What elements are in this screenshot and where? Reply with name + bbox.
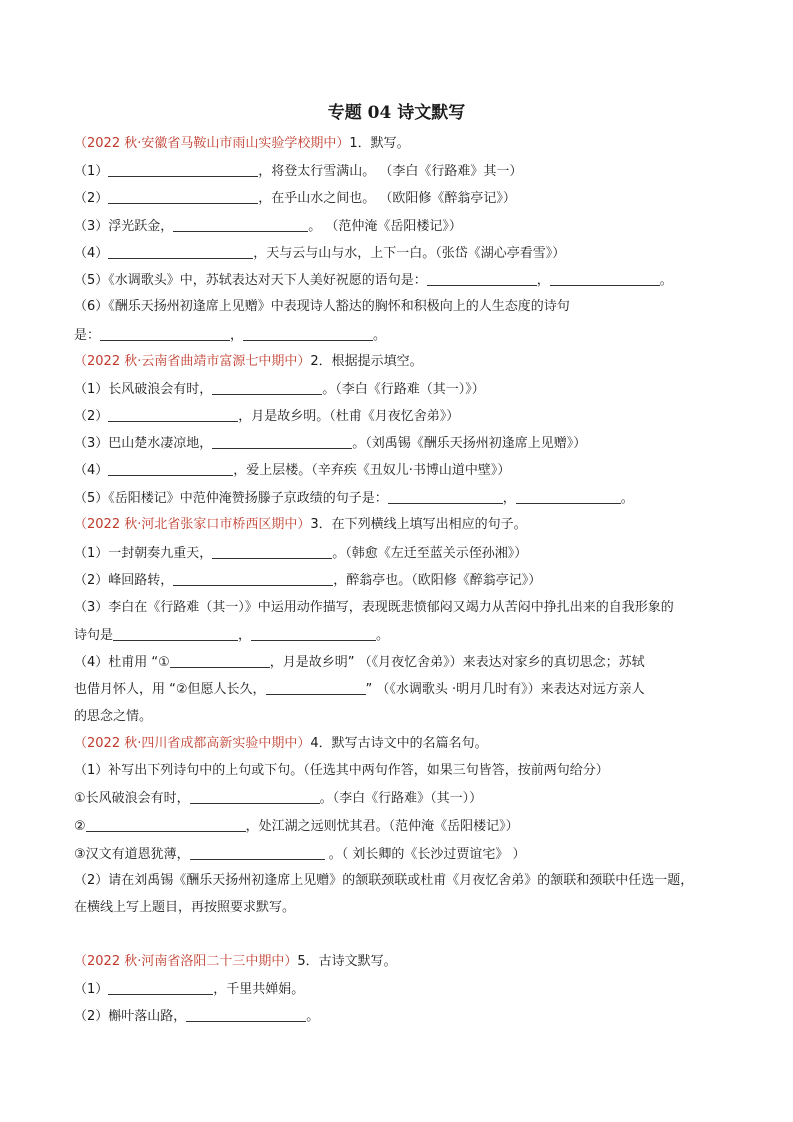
- q3-item-3-cont: [74, 627, 734, 644]
- answer-blank[interactable]: [550, 272, 660, 286]
- text-segment: 。（李白《行路难（其一）》）: [322, 382, 485, 397]
- answer-blank[interactable]: [243, 327, 373, 341]
- source-label: （2022 秋·云南省曲靖市富源七中期中）: [74, 354, 311, 369]
- text-segment: 。: [659, 273, 673, 288]
- q1-item-5: [74, 272, 734, 289]
- q2-item-5: [74, 490, 734, 507]
- answer-blank[interactable]: [212, 545, 332, 559]
- text-segment: （2）请在刘禹锡《酬乐天扬州初逢席上见赠》的颔联颈联或杜甫《月夜忆舍弟》的颔联和颈联中任选一题，: [74, 873, 694, 888]
- source-label: （2022 秋·河南省洛阳二十三中期中）: [74, 954, 298, 969]
- q1-item-1: [74, 163, 734, 180]
- text-segment: ，: [502, 491, 516, 506]
- text-segment: ，月是故乡明。（杜甫《月夜忆舍弟》）: [238, 409, 460, 424]
- q2-item-1: [74, 381, 734, 398]
- answer-blank[interactable]: [186, 1008, 306, 1022]
- answer-blank[interactable]: [173, 572, 333, 586]
- q1-item-4: [74, 245, 734, 262]
- text-segment: ，在乎山水之间也。 （欧阳修《醉翁亭记》）: [258, 191, 516, 206]
- text-segment: 诗句是: [74, 628, 114, 643]
- q1-item-2: [74, 190, 734, 207]
- text-segment: 是：: [74, 328, 101, 343]
- text-segment: 的思念之情。: [74, 709, 153, 724]
- source-label: （2022 秋·安徽省马鞍山市雨山实验学校期中）: [74, 136, 350, 151]
- answer-blank[interactable]: [108, 462, 233, 476]
- text-segment: （5）《岳阳楼记》中范仲淹赞扬滕子京政绩的句子是：: [74, 491, 388, 506]
- question-5-header: [74, 954, 734, 970]
- q3-item-2: [74, 572, 734, 589]
- answer-blank[interactable]: [108, 408, 238, 422]
- text-segment: 。（李白《行路难》（其一））: [319, 791, 483, 806]
- text-segment: ①长风破浪会有时，: [74, 791, 190, 806]
- text-segment: ③汉文有道恩犹薄，: [74, 847, 190, 862]
- question-2-header: [74, 354, 734, 370]
- q4-item-4-cont: [74, 900, 734, 916]
- text-segment: ，爱上层楼。（辛弃疾《丑奴儿·书博山道中壁》）: [233, 463, 511, 478]
- text-segment: （2）槲叶落山路，: [74, 1009, 187, 1024]
- question-3-header: [74, 517, 734, 533]
- text-segment: ，: [536, 273, 550, 288]
- q4-item-1: [74, 790, 734, 807]
- text-segment: 。（韩愈《左迁至蓝关示侄孙湘》）: [332, 546, 528, 561]
- text-segment: （4）杜甫用 “①: [74, 655, 170, 670]
- q3-item-4-end: [74, 709, 734, 725]
- answer-blank[interactable]: [108, 190, 258, 204]
- text-segment: （6）《酬乐天扬州初逢席上见赠》中表现诗人豁达的胸怀和积极向上的人生态度的诗句: [74, 299, 570, 314]
- text-segment: ，将登太行雪满山。 （李白《行路难》其一）: [258, 164, 523, 179]
- text-segment: 3．在下列横线上填写出相应的句子。: [310, 517, 527, 532]
- text-segment: （4）: [74, 463, 109, 478]
- text-segment: 。 （范仲淹《岳阳楼记》）: [308, 219, 462, 234]
- question-4-header: [74, 736, 734, 752]
- source-label: （2022 秋·河北省张家口市桥西区期中）: [74, 517, 311, 532]
- text-segment: （1）长风破浪会有时，: [74, 382, 213, 397]
- text-segment: 1．默写。: [349, 136, 410, 151]
- text-segment: （1）一封朝奏九重天，: [74, 546, 213, 561]
- q4-item-2: [74, 818, 734, 835]
- answer-blank[interactable]: [388, 490, 503, 504]
- answer-blank[interactable]: [516, 490, 621, 504]
- text-segment: ，醉翁亭也。（欧阳修《醉翁亭记》）: [333, 573, 542, 588]
- answer-blank[interactable]: [190, 846, 325, 860]
- q5-item-1: [74, 981, 734, 998]
- text-segment: 。（刘禹锡《酬乐天扬州初逢席上见赠》）: [352, 436, 587, 451]
- text-segment: ，: [230, 328, 244, 343]
- answer-blank[interactable]: [108, 981, 213, 995]
- answer-blank[interactable]: [190, 790, 320, 804]
- text-segment: 。: [306, 1009, 320, 1024]
- text-segment: ，处江湖之远则忧其君。（范仲淹《岳阳楼记》）: [245, 819, 519, 834]
- page-title: 专题 04 诗文默写: [327, 103, 466, 123]
- text-segment: （2）: [74, 191, 109, 206]
- text-segment: （2）: [74, 409, 109, 424]
- text-segment: （3）浮光跃金，: [74, 219, 174, 234]
- answer-blank[interactable]: [100, 327, 230, 341]
- text-segment: ” （《水调歌头 ·明月几时有》）来表达对远方亲人: [365, 682, 645, 697]
- text-segment: 也借月怀人，用 “②但愿人长久，: [74, 682, 266, 697]
- answer-blank[interactable]: [108, 163, 258, 177]
- answer-blank[interactable]: [173, 218, 308, 232]
- q4-item-3: [74, 846, 734, 863]
- answer-blank[interactable]: [170, 654, 270, 668]
- text-segment: （3）巴山楚水凄凉地，: [74, 436, 213, 451]
- answer-blank[interactable]: [113, 627, 238, 641]
- text-segment: 5．古诗文默写。: [297, 954, 397, 969]
- text-segment: 。: [620, 491, 634, 506]
- answer-blank[interactable]: [108, 245, 253, 259]
- q3-item-4: [74, 654, 734, 671]
- q1-item-6-cont: [74, 327, 734, 344]
- q2-item-2: [74, 408, 734, 425]
- text-segment: 。: [373, 328, 387, 343]
- text-segment: ，: [238, 628, 252, 643]
- answer-blank[interactable]: [251, 627, 376, 641]
- answer-blank[interactable]: [212, 381, 322, 395]
- text-segment: （1）: [74, 164, 109, 179]
- q3-item-4-cont: [74, 681, 734, 698]
- q3-item-3: [74, 600, 734, 616]
- text-segment: ，月是故乡明” （《月夜忆舍弟》）来表达对家乡的真切思念；苏轼: [269, 655, 645, 670]
- answer-blank[interactable]: [266, 681, 366, 695]
- text-segment: 。（ 刘长卿的《长沙过贾谊宅》 ）: [324, 847, 526, 862]
- text-segment: （4）: [74, 246, 109, 261]
- q4-item-4: [74, 873, 734, 889]
- q2-item-3: [74, 435, 734, 452]
- text-segment: （2）峰回路转，: [74, 573, 174, 588]
- q1-item-6: [74, 299, 734, 315]
- text-segment: ，千里共婵娟。: [213, 982, 305, 997]
- q1-item-3: [74, 218, 734, 235]
- answer-blank[interactable]: [212, 435, 352, 449]
- source-label: （2022 秋·四川省成都高新实验中期中）: [74, 736, 311, 751]
- text-segment: 。: [376, 628, 390, 643]
- question-1-header: [74, 136, 734, 152]
- text-segment: （5）《水调歌头》中，苏轼表达对天下人美好祝愿的语句是：: [74, 273, 427, 288]
- q3-item-1: [74, 545, 734, 562]
- text-segment: 2．根据提示填空。: [310, 354, 423, 369]
- q5-item-2: [74, 1008, 734, 1025]
- text-segment: （1）: [74, 982, 109, 997]
- answer-blank[interactable]: [427, 272, 537, 286]
- text-segment: （1）补写出下列诗句中的上句或下句。（任选其中两句作答，如果三句皆答，按前两句给分）: [74, 763, 609, 778]
- text-segment: 在横线上写上题目，再按照要求默写。: [74, 900, 296, 915]
- text-segment: 4．默写古诗文中的名篇名句。: [310, 736, 488, 751]
- text-segment: （3）李白在《行路难（其一）》中运用动作描写，表现既悲愤郁闷又竭力从苦闷中挣扎出来的自我形象的: [74, 600, 674, 615]
- text-segment: ②: [74, 819, 86, 834]
- answer-blank[interactable]: [86, 818, 246, 832]
- q4-instruction: [74, 763, 734, 779]
- q2-item-4: [74, 462, 734, 479]
- text-segment: ，天与云与山与水，上下一白。（张岱《湖心亭看雪》）: [253, 246, 566, 261]
